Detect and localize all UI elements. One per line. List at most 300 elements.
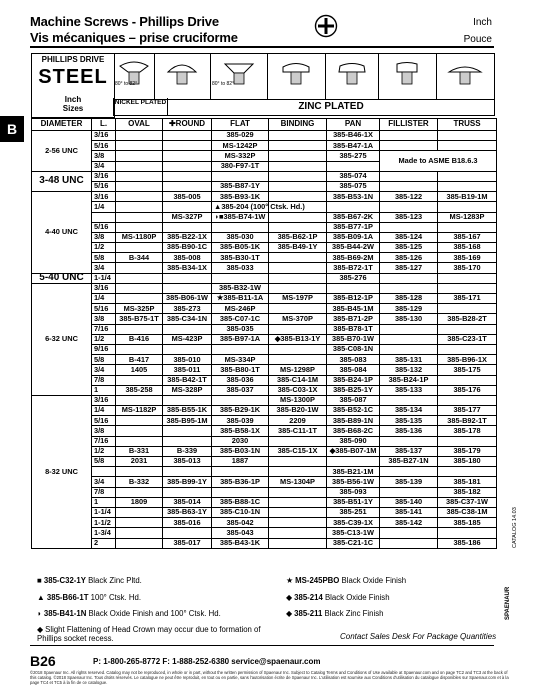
part-number-cell: 385-B29-1K	[212, 406, 269, 416]
part-number-cell	[163, 283, 212, 293]
part-number-cell: 385-B52-1C	[327, 406, 380, 416]
part-number-cell: 385-B46-1X	[327, 131, 380, 141]
legend-desc: Black Oxide Finish and 100° Ctsk. Hd.	[88, 609, 221, 618]
part-number-cell: 385-B22-1X	[163, 232, 212, 242]
part-number-cell: 385-029	[212, 131, 269, 141]
part-number-cell	[212, 171, 269, 181]
column-header: DIAMETER	[32, 119, 92, 131]
header-rule	[30, 46, 494, 48]
part-number-cell: 385-B72-1T	[327, 263, 380, 273]
length-cell: 9/16	[92, 344, 116, 354]
part-number-cell	[438, 467, 497, 477]
brand-logo: SPAENAUR	[505, 586, 511, 620]
part-number-cell: MS-332P	[212, 151, 269, 161]
part-number-cell: MS-1283P	[438, 212, 497, 222]
part-number-cell: 385-B55-1K	[163, 406, 212, 416]
flat-head-image	[210, 53, 268, 100]
legend-note	[37, 625, 267, 643]
part-number-cell: 385-B89-1N	[327, 416, 380, 426]
legend-symbol: ◆	[286, 593, 292, 602]
legend-item	[37, 609, 221, 618]
part-number-cell: 385-B32-1W	[212, 283, 269, 293]
table-row	[32, 538, 497, 548]
table-row	[32, 375, 497, 385]
part-number-cell	[438, 222, 497, 232]
diameter-cell: 6-32 UNC	[32, 283, 92, 395]
part-number-cell	[269, 507, 327, 517]
part-number-cell: 385-B87-1Y	[212, 181, 269, 191]
part-number-cell: 385-142	[380, 518, 438, 528]
legend-desc: Black Zinc Finish	[324, 609, 384, 618]
page-number: B26	[30, 653, 56, 669]
part-number-cell: 385-C11-1T	[269, 426, 327, 436]
length-cell: 1-1/4	[92, 507, 116, 517]
product-header-grid	[31, 53, 495, 118]
part-number-cell: 385-B49-1Y	[269, 243, 327, 253]
length-cell: 1/2	[92, 334, 116, 344]
part-number-cell: 385-B80-1T	[212, 365, 269, 375]
legend-code: MS-245PBO	[295, 576, 340, 585]
length-cell: 3/8	[92, 232, 116, 242]
part-number-cell: 385-B75-1T	[116, 314, 163, 324]
part-number-cell: 385-139	[380, 477, 438, 487]
length-cell: 7/16	[92, 324, 116, 334]
part-number-cell	[116, 487, 163, 497]
part-number-cell: 2209	[269, 416, 327, 426]
part-number-cell: 1887	[212, 457, 269, 467]
column-header: TRUSS	[438, 119, 497, 131]
part-number-cell	[438, 324, 497, 334]
part-number-cell: 385-B58-1X	[212, 426, 269, 436]
diameter-cell: 3-48 UNC	[32, 171, 92, 191]
column-header: BINDING	[269, 119, 327, 131]
zinc-plated-label: ZINC PLATED	[168, 98, 495, 116]
part-number-cell	[212, 344, 269, 354]
table-row	[32, 222, 497, 232]
part-number-cell	[269, 324, 327, 334]
part-number-cell: MS-325P	[116, 304, 163, 314]
part-number-cell: MS-1180P	[116, 232, 163, 242]
part-number-cell: 385-B03-1N	[212, 446, 269, 456]
length-cell: 1/4	[92, 294, 116, 304]
part-number-cell: 385-276	[327, 273, 380, 283]
legend-item	[37, 593, 141, 602]
part-number-cell	[116, 344, 163, 354]
part-number-cell: 385-C03-1X	[269, 385, 327, 395]
part-number-cell: 385-135	[380, 416, 438, 426]
part-number-cell	[438, 202, 497, 212]
part-number-cell: 385-093	[327, 487, 380, 497]
part-number-cell: 385-123	[380, 212, 438, 222]
table-row	[32, 314, 497, 324]
part-number-cell: 385-B71-2P	[327, 314, 380, 324]
part-number-cell: 385-C14-1M	[269, 375, 327, 385]
part-number-cell	[116, 436, 163, 446]
legend-symbol: ◆	[37, 625, 43, 634]
column-header: PAN	[327, 119, 380, 131]
part-number-cell: 385-B93-1K	[212, 192, 269, 202]
part-number-cell	[380, 538, 438, 548]
catalog-label: CATALOG 14.03	[512, 507, 518, 548]
table-row	[32, 304, 497, 314]
part-number-cell: 385-B88-1C	[212, 497, 269, 507]
length-cell: 3/16	[92, 171, 116, 181]
part-number-cell	[212, 487, 269, 497]
part-number-cell: 385-B36-1P	[212, 477, 269, 487]
part-number-cell	[269, 355, 327, 365]
part-number-cell	[438, 131, 497, 141]
part-number-cell: 385-B19-1M	[438, 192, 497, 202]
part-number-cell	[438, 304, 497, 314]
legend-item	[286, 609, 383, 618]
length-cell: 3/16	[92, 131, 116, 141]
part-number-cell	[380, 202, 438, 212]
nickel-plated-label: NICKEL PLATED	[113, 98, 168, 116]
part-number-cell	[269, 192, 327, 202]
table-row	[32, 477, 497, 487]
part-number-cell	[269, 344, 327, 354]
table-row	[32, 436, 497, 446]
length-cell: 3/16	[92, 395, 116, 405]
part-number-cell: B-344	[116, 253, 163, 263]
part-number-cell: 385-033	[212, 263, 269, 273]
part-number-cell: ◆385-B13-1Y	[269, 334, 327, 344]
part-number-cell: MS-327P	[163, 212, 212, 222]
part-number-cell: ★385-B11-1A	[212, 294, 269, 304]
part-number-cell: B-417	[116, 355, 163, 365]
part-number-cell	[438, 181, 497, 191]
part-number-cell: 385-011	[163, 365, 212, 375]
part-number-cell	[116, 416, 163, 426]
length-cell: 5/8	[92, 253, 116, 263]
part-number-cell: 385-B96-1X	[438, 355, 497, 365]
table-row	[32, 385, 497, 395]
length-cell: 3/16	[92, 283, 116, 293]
legend-symbol: ■	[37, 576, 42, 585]
table-row	[32, 283, 497, 293]
part-number-cell: 385-182	[438, 487, 497, 497]
part-number-cell: 385-042	[212, 518, 269, 528]
part-number-cell: 385-087	[327, 395, 380, 405]
part-number-cell	[380, 171, 438, 181]
part-number-cell	[269, 141, 327, 151]
part-number-cell: 385-130	[380, 314, 438, 324]
legend-desc: Black Oxide Finish	[341, 576, 407, 585]
part-number-cell	[163, 202, 212, 212]
length-cell: 3/4	[92, 263, 116, 273]
legend-item	[286, 576, 406, 585]
part-number-cell: 380-F97-1T	[212, 161, 269, 171]
table-row	[32, 426, 497, 436]
part-number-cell: MS-1242P	[212, 141, 269, 151]
part-number-cell	[212, 467, 269, 477]
part-number-cell: 385-014	[163, 497, 212, 507]
part-number-cell: 385-C21-1C	[327, 538, 380, 548]
length-cell: 2	[92, 538, 116, 548]
part-number-cell: 385-B56-1W	[327, 477, 380, 487]
part-number-cell: 385-C38-1M	[438, 507, 497, 517]
part-number-cell: 385-008	[163, 253, 212, 263]
table-row	[32, 192, 497, 202]
part-number-cell	[212, 222, 269, 232]
part-number-cell	[116, 426, 163, 436]
page-title: Machine Screws - Phillips Drive	[30, 14, 219, 29]
length-cell: 1/2	[92, 446, 116, 456]
part-number-cell	[269, 487, 327, 497]
part-number-cell: ▲385-204 (100° Ctsk. Hd.)	[212, 202, 269, 212]
part-number-cell	[212, 395, 269, 405]
part-number-cell: 385-043	[212, 528, 269, 538]
angle-label: 80° to 82°	[115, 81, 138, 87]
part-number-cell: 385-C37-1W	[438, 497, 497, 507]
fillister-head-image	[378, 53, 437, 100]
part-number-cell: 385-171	[438, 294, 497, 304]
part-number-cell: 385-083	[327, 355, 380, 365]
inch-label: Inch	[64, 95, 82, 104]
part-number-cell: 385-B25-1Y	[327, 385, 380, 395]
column-header: L.	[92, 119, 116, 131]
part-number-cell: MS-328P	[163, 385, 212, 395]
part-number-cell: 385-B43-1K	[212, 538, 269, 548]
part-number-cell	[163, 171, 212, 181]
part-number-cell: 385-124	[380, 232, 438, 242]
length-cell: 1	[92, 385, 116, 395]
part-number-cell	[269, 518, 327, 528]
part-number-cell	[380, 273, 438, 283]
column-header: FLAT	[212, 119, 269, 131]
part-number-cell	[163, 273, 212, 283]
part-number-cell: 385-084	[327, 365, 380, 375]
part-number-cell: 385-B30-1T	[212, 253, 269, 263]
part-number-cell: 385-010	[163, 355, 212, 365]
table-row	[32, 181, 497, 191]
part-number-cell: 385-141	[380, 507, 438, 517]
part-number-cell: 385-B92-1T	[438, 416, 497, 426]
part-number-cell	[163, 324, 212, 334]
unit-french: Pouce	[463, 34, 492, 45]
length-cell: 1-1/2	[92, 518, 116, 528]
table-row	[32, 467, 497, 477]
part-number-cell: 385-167	[438, 232, 497, 242]
length-cell: 1/4	[92, 406, 116, 416]
legend-desc: 100° Ctsk. Hd.	[90, 593, 142, 602]
standard-note: Made to ASME B18.6.3	[380, 151, 497, 171]
part-number-cell: 385-B77-1P	[327, 222, 380, 232]
part-number-cell: 385-036	[212, 375, 269, 385]
part-number-cell	[269, 151, 327, 161]
part-number-cell	[163, 487, 212, 497]
legend-code: 385-B41-1N	[43, 609, 87, 618]
part-number-cell	[116, 518, 163, 528]
table-row	[32, 294, 497, 304]
table-row	[32, 212, 497, 222]
size-label	[32, 95, 114, 113]
part-number-cell	[269, 253, 327, 263]
round-head-image	[154, 53, 211, 100]
part-number-cell: 385-B70-1W	[327, 334, 380, 344]
part-number-cell: MS-246P	[212, 304, 269, 314]
part-number-cell: 2031	[116, 457, 163, 467]
length-cell: 5/16	[92, 304, 116, 314]
legend-code: 385-211	[294, 609, 323, 618]
part-number-cell: 385-B06-1W	[163, 294, 212, 304]
part-number-cell: 385-126	[380, 253, 438, 263]
part-number-cell	[116, 273, 163, 283]
part-number-cell: B-416	[116, 334, 163, 344]
part-number-cell	[380, 181, 438, 191]
part-number-cell	[116, 324, 163, 334]
drive-label: PHILLIPS DRIVE	[41, 55, 105, 64]
part-number-cell: 385-B42-1T	[163, 375, 212, 385]
part-number-cell	[116, 161, 163, 171]
part-number-cell	[116, 375, 163, 385]
table-row	[32, 487, 497, 497]
part-number-cell	[212, 273, 269, 283]
section-tab: B	[0, 116, 24, 142]
part-number-cell	[380, 436, 438, 446]
table-row	[32, 507, 497, 517]
part-number-cell: 385-169	[438, 253, 497, 263]
part-number-cell: 385-B95-1M	[163, 416, 212, 426]
part-number-cell: 385-037	[212, 385, 269, 395]
column-header: OVAL	[116, 119, 163, 131]
legend-symbol: ▲	[37, 593, 45, 602]
part-number-cell: 385-132	[380, 365, 438, 375]
part-number-cell	[163, 181, 212, 191]
part-number-cell: 385-251	[327, 507, 380, 517]
length-cell: 3/4	[92, 161, 116, 171]
part-number-cell	[269, 273, 327, 283]
truss-head-image	[436, 53, 495, 100]
table-row	[32, 151, 497, 161]
part-number-cell	[116, 467, 163, 477]
part-number-cell	[438, 395, 497, 405]
length-cell: 3/4	[92, 365, 116, 375]
length-cell: 1/4	[92, 202, 116, 212]
length-cell: 3/8	[92, 314, 116, 324]
part-number-cell: 385-005	[163, 192, 212, 202]
diameter-cell: 4-40 UNC	[32, 192, 92, 274]
part-number-cell: 385-B90-1C	[163, 243, 212, 253]
part-number-cell: 385-B62-1P	[269, 232, 327, 242]
table-row	[32, 457, 497, 467]
length-cell: 7/8	[92, 487, 116, 497]
legend-desc: Black Zinc Pltd.	[88, 576, 142, 585]
part-number-cell: 385-136	[380, 426, 438, 436]
table-row	[32, 202, 497, 212]
part-number-cell: 385-122	[380, 192, 438, 202]
part-number-cell	[380, 222, 438, 232]
table-row	[32, 406, 497, 416]
part-number-cell: 385-B69-2M	[327, 253, 380, 263]
part-number-cell: 385-186	[438, 538, 497, 548]
table-row	[32, 171, 497, 181]
part-number-cell	[438, 344, 497, 354]
binding-head-image	[267, 53, 326, 100]
length-cell: 1-1/4	[92, 273, 116, 283]
part-number-cell: 385-C15-1X	[269, 446, 327, 456]
screw-table	[31, 118, 497, 549]
part-number-cell	[438, 171, 497, 181]
part-number-cell: 385-131	[380, 355, 438, 365]
part-number-cell: 385-137	[380, 446, 438, 456]
part-number-cell	[269, 222, 327, 232]
part-number-cell	[163, 151, 212, 161]
part-number-cell	[380, 528, 438, 538]
part-number-cell: 385-C08-1N	[327, 344, 380, 354]
table-row	[32, 497, 497, 507]
part-number-cell: 385-B05-1K	[212, 243, 269, 253]
part-number-cell	[269, 538, 327, 548]
legend-symbol: ◗	[37, 609, 42, 618]
part-number-cell: 385-176	[438, 385, 497, 395]
part-number-cell	[269, 131, 327, 141]
part-number-cell	[327, 283, 380, 293]
part-number-cell	[380, 344, 438, 354]
part-number-cell: B-339	[163, 446, 212, 456]
part-number-cell: 2030	[212, 436, 269, 446]
part-number-cell	[116, 507, 163, 517]
part-number-cell: 385-168	[438, 243, 497, 253]
part-number-cell: 385-B45-1M	[327, 304, 380, 314]
part-number-cell: 385-B24-1P	[327, 375, 380, 385]
part-number-cell: B-332	[116, 477, 163, 487]
part-number-cell	[163, 467, 212, 477]
column-header: ✚ROUND	[163, 119, 212, 131]
legend-symbol: ★	[286, 576, 293, 585]
part-number-cell	[163, 436, 212, 446]
length-cell: 3/4	[92, 477, 116, 487]
part-number-cell: ◆385-B07-1M	[327, 446, 380, 456]
footer-rule	[30, 645, 494, 646]
oval-head-image	[113, 53, 155, 100]
part-number-cell	[116, 131, 163, 141]
length-cell	[92, 212, 116, 222]
part-number-cell	[116, 263, 163, 273]
table-row	[32, 528, 497, 538]
part-number-cell: 385-B63-1Y	[163, 507, 212, 517]
sizes-label: Sizes	[62, 104, 84, 113]
part-number-cell: 385-B53-1N	[327, 192, 380, 202]
part-number-cell	[163, 395, 212, 405]
part-number-cell	[163, 131, 212, 141]
length-cell: 1/2	[92, 243, 116, 253]
part-number-cell	[163, 528, 212, 538]
part-number-cell: 385-170	[438, 263, 497, 273]
table-row	[32, 131, 497, 141]
part-number-cell	[269, 263, 327, 273]
part-number-cell	[116, 283, 163, 293]
part-number-cell	[116, 151, 163, 161]
part-number-cell	[380, 141, 438, 151]
part-number-cell: 385-B20-1W	[269, 406, 327, 416]
length-cell: 5/8	[92, 457, 116, 467]
part-number-cell	[163, 141, 212, 151]
part-number-cell	[116, 294, 163, 304]
length-cell: 1	[92, 497, 116, 507]
part-number-cell	[116, 192, 163, 202]
part-number-cell: 385-B21-1M	[327, 467, 380, 477]
part-number-cell	[438, 283, 497, 293]
part-number-cell	[116, 202, 163, 212]
table-row	[32, 273, 497, 283]
part-number-cell	[269, 497, 327, 507]
part-number-cell	[380, 324, 438, 334]
part-number-cell	[116, 212, 163, 222]
part-number-cell	[438, 436, 497, 446]
part-number-cell	[327, 202, 380, 212]
part-number-cell: 385-B12-1P	[327, 294, 380, 304]
